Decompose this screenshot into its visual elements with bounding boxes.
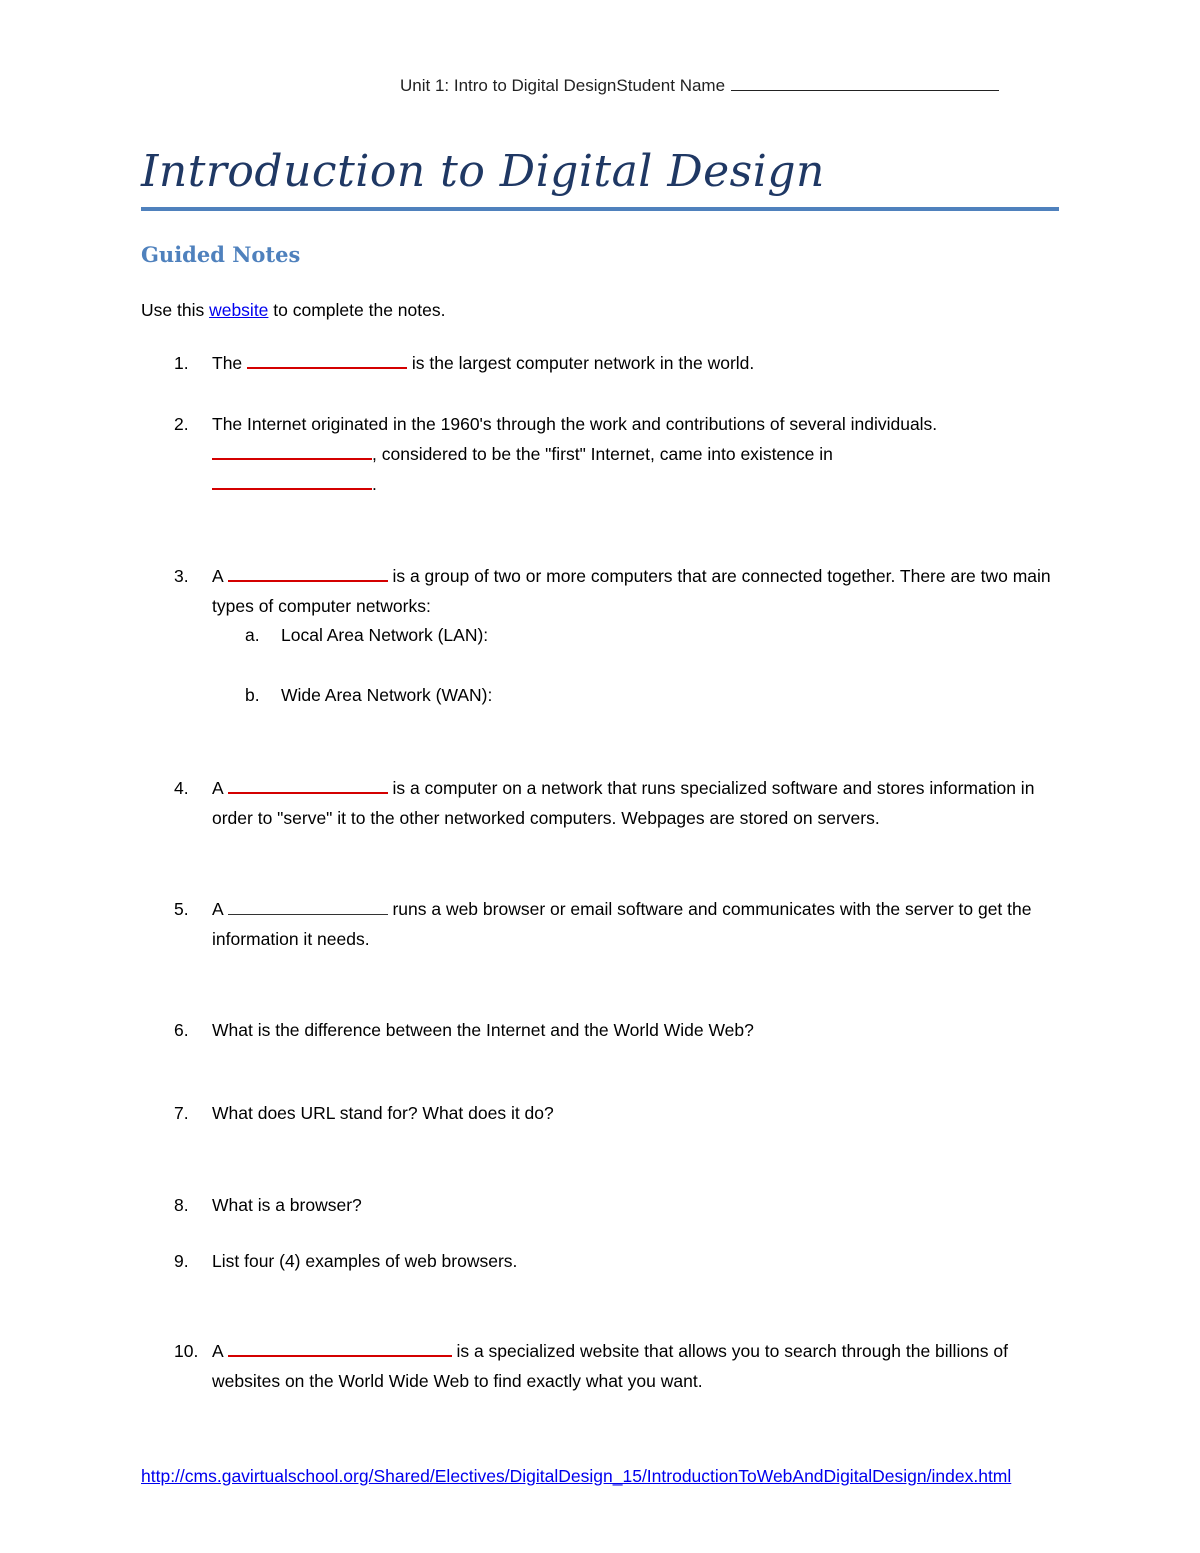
question-number: 1.: [174, 353, 189, 373]
question-text: A: [212, 1341, 228, 1361]
question-number: 6.: [174, 1020, 189, 1040]
question-9: [141, 1246, 1061, 1276]
header-unit-label: Unit 1: Intro to Digital DesignStudent Name: [400, 76, 726, 95]
question-2: [141, 409, 1061, 499]
answer-blank[interactable]: [228, 897, 388, 915]
question-number: 4.: [174, 778, 189, 798]
answer-blank[interactable]: [212, 441, 372, 460]
question-text: What does URL stand for? What does it do?: [212, 1103, 554, 1123]
question-text: is a group of two or more computers that are connected together. There are two main types of computer networks:: [212, 566, 1051, 616]
question-6: [141, 1015, 1061, 1045]
intro-text-after: to complete the notes.: [268, 300, 446, 320]
student-name-line: [731, 74, 999, 91]
question-number: 9.: [174, 1251, 189, 1271]
question-text: .: [372, 474, 377, 494]
question-number: 2.: [174, 414, 189, 434]
question-text: What is a browser?: [212, 1195, 362, 1215]
sub-item-letter: a.: [245, 625, 260, 645]
intro-text-before: Use this: [141, 300, 210, 320]
intro-paragraph: [141, 300, 445, 321]
page-header: [400, 74, 1060, 96]
title-rule: [141, 207, 1059, 211]
question-text: The: [212, 353, 248, 373]
sub-item-text: Wide Area Network (WAN):: [281, 685, 493, 705]
question-number: 7.: [174, 1103, 189, 1123]
question-5: [141, 894, 1061, 954]
question-text: What is the difference between the Internet and the World Wide Web?: [212, 1020, 754, 1040]
question-text: List four (4) examples of web browsers.: [212, 1251, 518, 1271]
question-text: is a computer on a network that runs specialized software and stores information in order to "serve" it to the other networked computers. Webpages are stored on servers.: [212, 778, 1035, 828]
footer-source: [141, 1462, 1061, 1490]
question-text: A: [212, 899, 228, 919]
question-text: A: [212, 566, 228, 586]
question-text: The Internet originated in the 1960's through the work and contributions of several individuals.: [212, 414, 938, 434]
question-number: 3.: [174, 566, 189, 586]
answer-blank[interactable]: [212, 471, 372, 490]
answer-blank[interactable]: [228, 1338, 452, 1357]
page-title: Introduction to Digital Design: [141, 146, 825, 197]
sub-item-text: Local Area Network (LAN):: [281, 625, 489, 645]
answer-blank[interactable]: [228, 563, 388, 582]
question-number: 8.: [174, 1195, 189, 1215]
question-text: is a specialized website that allows you to search through the billions of websites on the World Wide Web to find exactly what you want.: [212, 1341, 1008, 1391]
website-link[interactable]: website: [209, 300, 269, 320]
sub-item-lan: [245, 625, 488, 646]
answer-blank[interactable]: [247, 350, 407, 369]
question-number: 5.: [174, 899, 189, 919]
question-text: runs a web browser or email software and communicates with the server to get the information it needs.: [212, 899, 1032, 949]
answer-blank[interactable]: [228, 775, 388, 794]
question-8: [141, 1190, 1061, 1220]
question-4: [141, 773, 1061, 833]
question-3: [141, 561, 1061, 621]
question-10: [141, 1336, 1061, 1396]
sub-item-wan: [245, 685, 492, 706]
question-number: 10.: [174, 1341, 199, 1361]
section-heading: Guided Notes: [141, 242, 301, 267]
source-url-link[interactable]: http://cms.gavirtualschool.org/Shared/Electives/DigitalDesign_15/IntroductionToWebAndDigitalDesign/index.html: [141, 1466, 1012, 1486]
question-7: [141, 1098, 1061, 1128]
question-text: is the largest computer network in the world.: [407, 353, 755, 373]
question-1: [141, 348, 1061, 378]
sub-item-letter: b.: [245, 685, 260, 705]
question-text: , considered to be the "first" Internet, came into existence in: [372, 444, 833, 464]
question-text: A: [212, 778, 228, 798]
